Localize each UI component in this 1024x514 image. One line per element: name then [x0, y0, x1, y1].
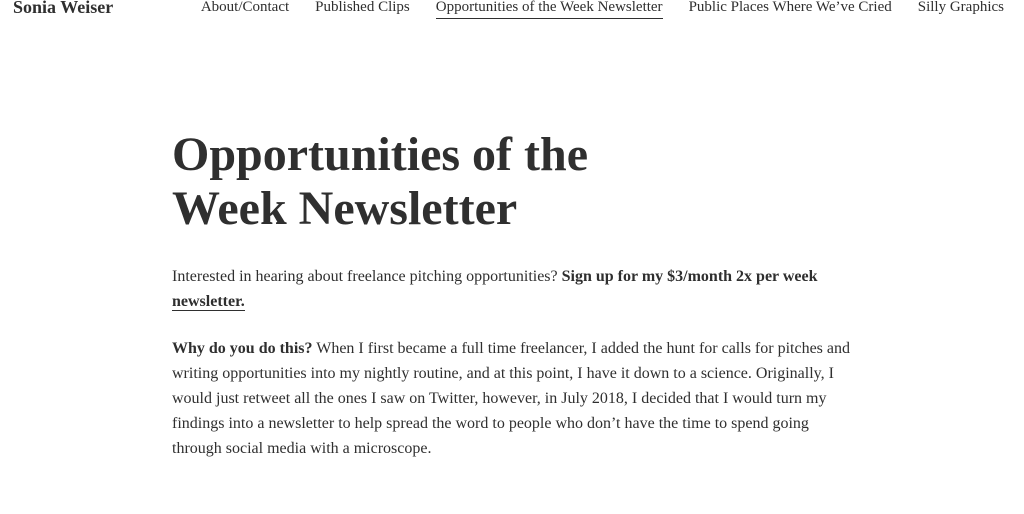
site-title-link[interactable]: Sonia Weiser — [13, 0, 114, 17]
nav-item-opportunities-newsletter[interactable]: Opportunities of the Week Newsletter — [436, 0, 663, 19]
nav-item-about-contact[interactable]: About/Contact — [200, 0, 290, 15]
nav-item-public-places[interactable]: Public Places Where We’ve Cried — [688, 0, 892, 15]
intro-text: Interested in hearing about freelance pitching opportunities? — [172, 268, 562, 285]
site-header — [0, 0, 1024, 34]
why-paragraph — [172, 336, 850, 461]
why-label: Why do you do this? — [172, 340, 313, 357]
nav-item-published-clips[interactable]: Published Clips — [315, 0, 410, 15]
nav-item-silly-graphics[interactable]: Silly Graphics — [917, 0, 1004, 15]
page-title: Opportunities of the Week Newsletter — [172, 128, 589, 235]
intro-paragraph — [172, 264, 832, 314]
intro-bold-text: Sign up for my $3/month 2x per week newsletter. — [172, 268, 818, 310]
newsletter-link[interactable]: newsletter. — [172, 293, 245, 310]
main-content — [172, 128, 852, 461]
primary-nav — [201, 0, 1004, 19]
why-text: When I first became a full time freelancer, I added the hunt for calls for pitches and writing opportunities into my nightly routine, and at this point, I have it down to a science. Originally, I would just retweet all the ones I saw on Twitter, however, in July 2018, I decided that I would turn my findings into a newsletter to help spread the word to people who don’t have the time to spend going through social media with a microscope. — [172, 340, 850, 457]
